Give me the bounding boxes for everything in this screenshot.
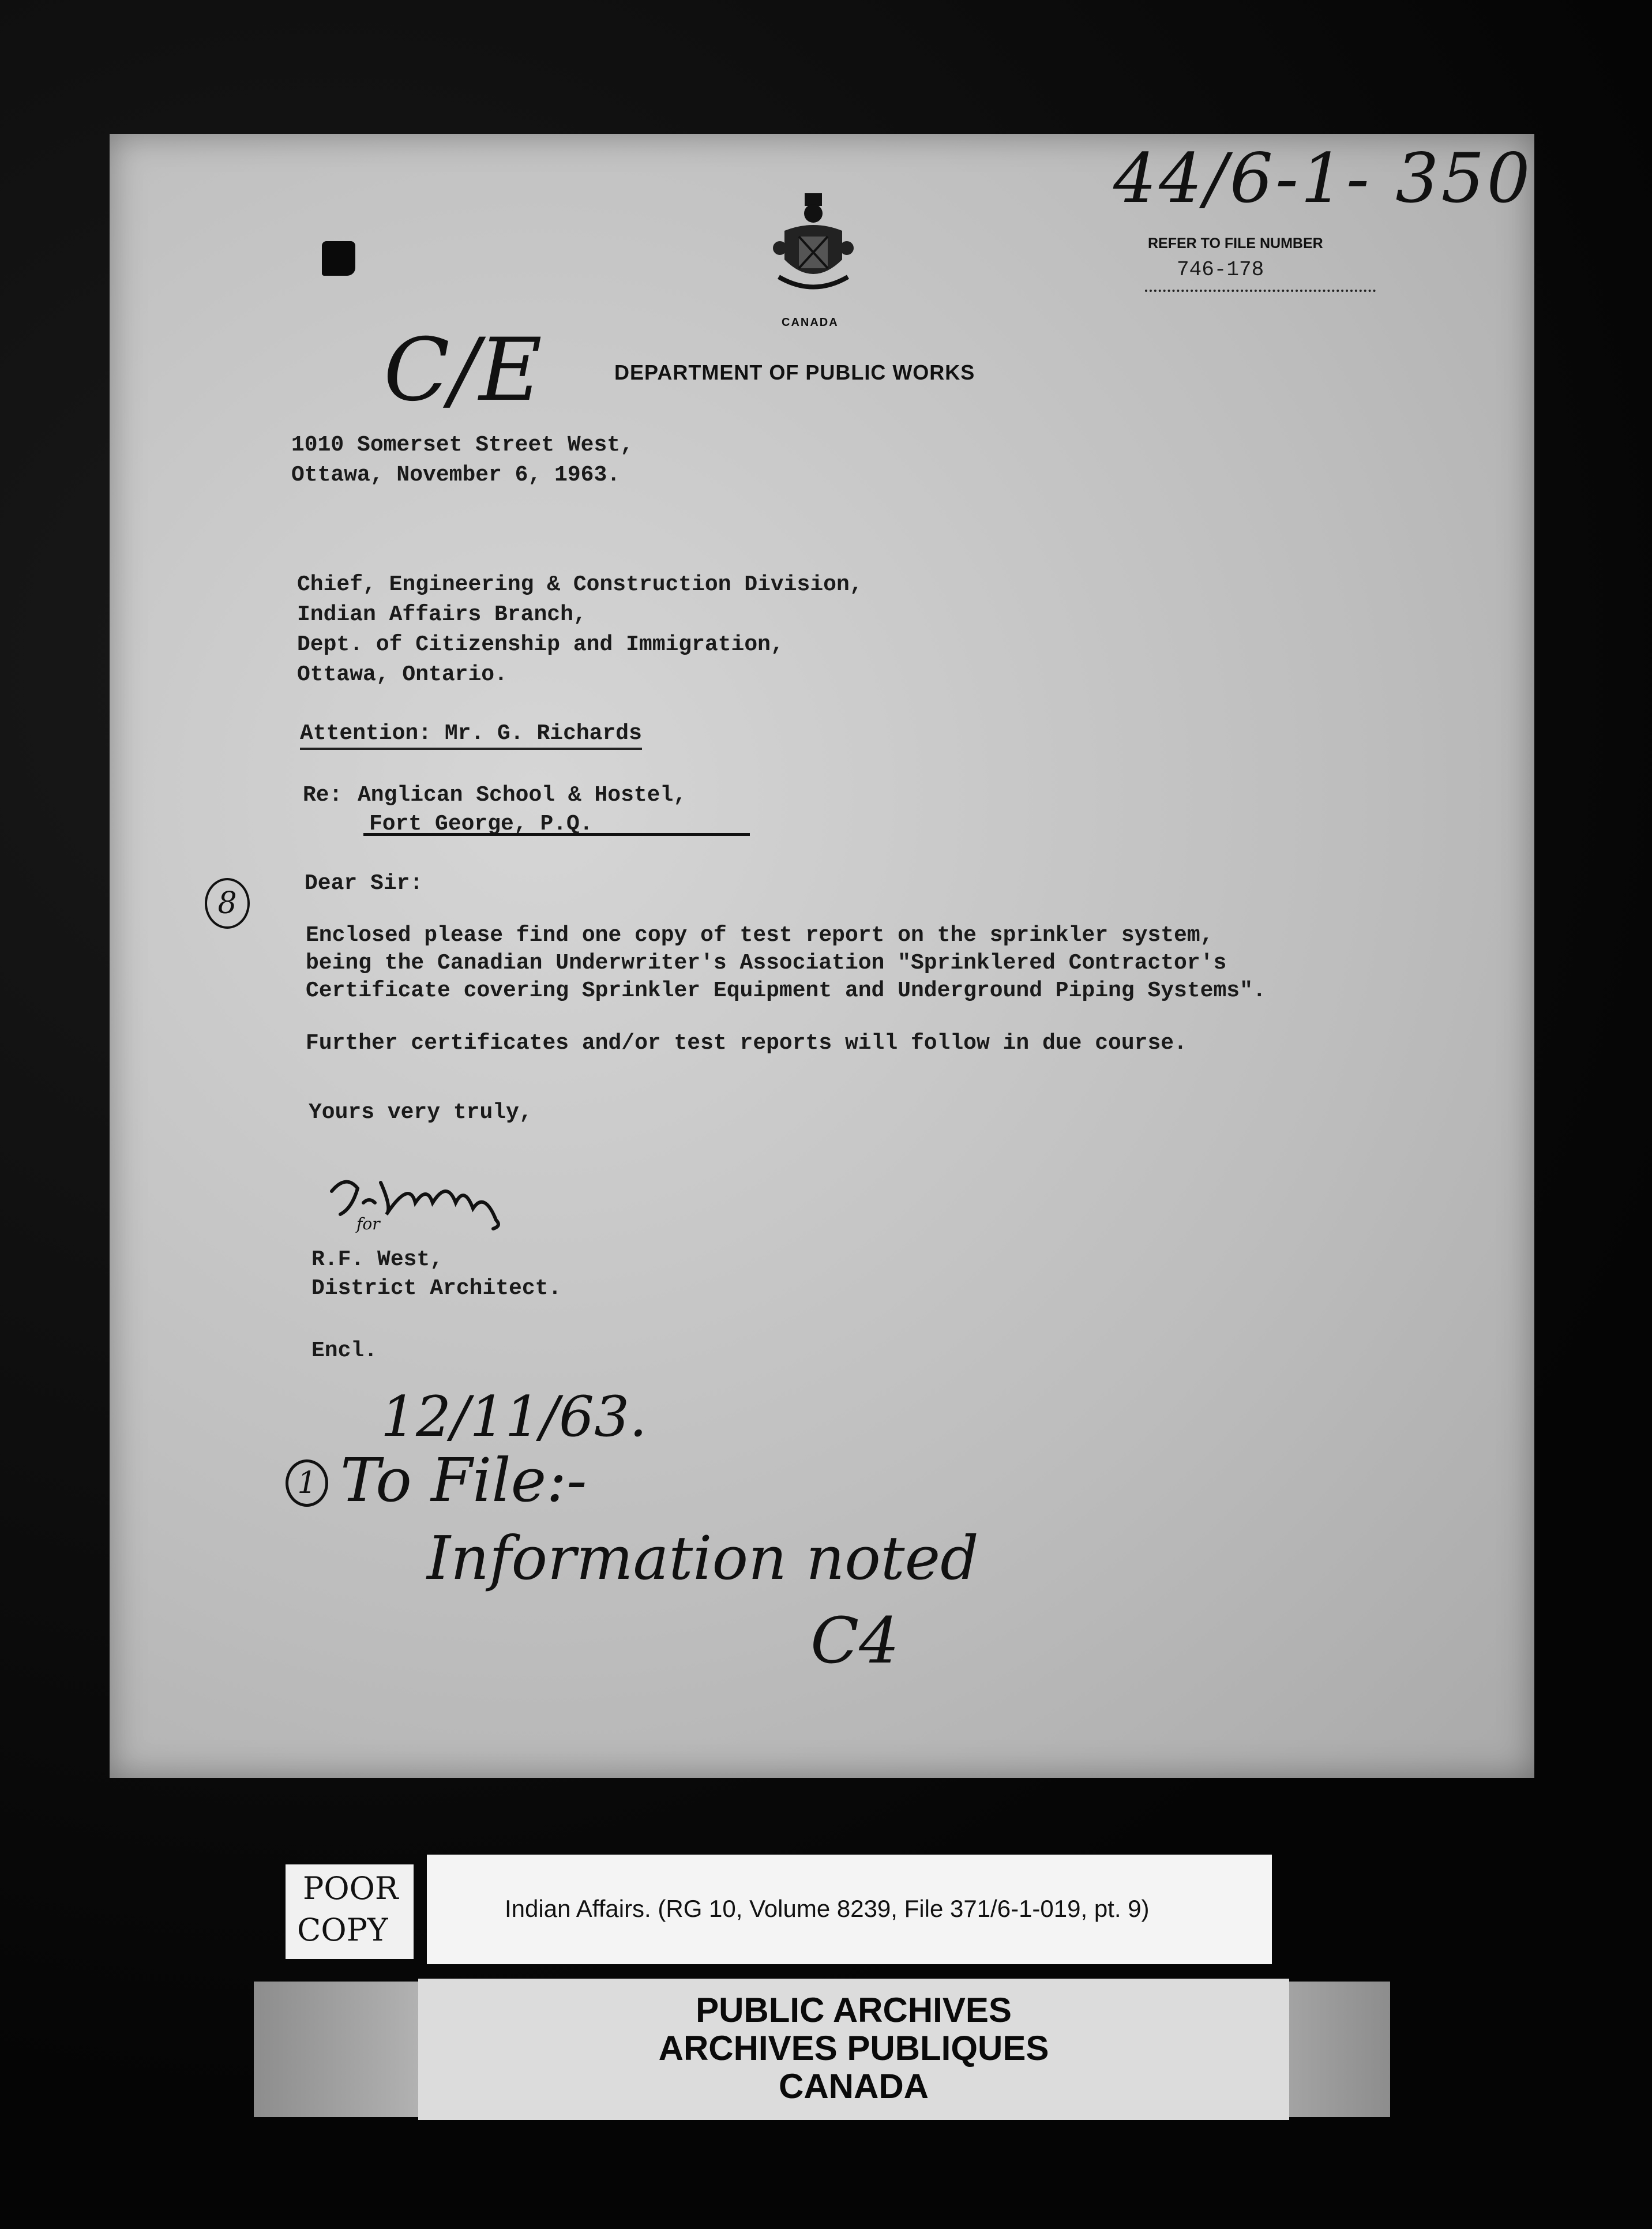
handwritten-to-file: To File:- xyxy=(340,1445,587,1515)
recipient-block xyxy=(297,571,863,689)
sender-address-line1: 1010 Somerset Street West, xyxy=(291,433,633,457)
signer-name: R.F. West, xyxy=(311,1247,444,1272)
handwritten-circled-number: 8 xyxy=(205,878,250,929)
attention-line: Attention: Mr. G. Richards xyxy=(300,720,642,750)
re-label: Re: xyxy=(303,783,343,808)
body-line: Certificate covering Sprinkler Equipment and Underground Piping Systems". xyxy=(306,978,1266,1003)
closing: Yours very truly, xyxy=(309,1100,532,1125)
handwritten-signature xyxy=(323,1168,542,1232)
signer-title: District Architect. xyxy=(311,1276,562,1301)
archives-line2: ARCHIVES PUBLIQUES xyxy=(658,2029,1049,2067)
refer-file-number: 746-178 xyxy=(1177,258,1264,282)
re-underline xyxy=(363,833,750,836)
body-line: Enclosed please find one copy of test report on the sprinkler system, xyxy=(306,923,1214,948)
recipient-line: Chief, Engineering & Construction Division, xyxy=(297,572,863,597)
archives-line3: CANADA xyxy=(779,2067,929,2106)
body-paragraph-1 xyxy=(306,922,1266,1005)
coat-of-arms-icon xyxy=(773,190,854,312)
refer-dotted-line xyxy=(1145,290,1376,292)
handwritten-file-number: 44/6-1- 350 xyxy=(1113,138,1533,218)
crest-caption: CANADA xyxy=(782,316,839,329)
signature-for: for xyxy=(356,1214,380,1233)
archive-reference: Indian Affairs. (RG 10, Volume 8239, File 371/6-1-019, pt. 9) xyxy=(505,1895,1150,1922)
handwritten-note: Information noted xyxy=(427,1523,979,1593)
handwritten-initials: C/E xyxy=(384,320,542,421)
enclosure-note: Encl. xyxy=(311,1338,378,1363)
archives-line1: PUBLIC ARCHIVES xyxy=(696,1991,1012,2029)
recipient-line: Indian Affairs Branch, xyxy=(297,602,587,627)
re-line1: Anglican School & Hostel, xyxy=(358,783,687,808)
handwritten-code: C4 xyxy=(810,1604,900,1678)
recipient-line: Ottawa, Ontario. xyxy=(297,662,508,687)
handwritten-date: 12/11/63. xyxy=(381,1384,647,1449)
refer-to-file-label: REFER TO FILE NUMBER xyxy=(1148,235,1323,252)
archive-reference-strip xyxy=(427,1855,1272,1964)
re-line2: Fort George, P.Q. xyxy=(369,812,593,836)
body-line: being the Canadian Underwriter's Association "Sprinklered Contractor's xyxy=(306,951,1227,975)
handwritten-circled-one: 1 xyxy=(286,1459,328,1507)
poor-copy-line1: POOR xyxy=(303,1870,399,1907)
poor-copy-line2: COPY xyxy=(297,1912,388,1948)
body-paragraph-2: Further certificates and/or test reports will follow in due course. xyxy=(306,1031,1187,1056)
ink-blot xyxy=(322,241,355,276)
salutation: Dear Sir: xyxy=(305,871,423,896)
recipient-line: Dept. of Citizenship and Immigration, xyxy=(297,632,784,657)
department-heading: DEPARTMENT OF PUBLIC WORKS xyxy=(614,361,975,384)
sender-address-date: Ottawa, November 6, 1963. xyxy=(291,463,621,487)
poor-copy-label xyxy=(286,1864,414,1959)
archives-plate xyxy=(418,1979,1289,2120)
